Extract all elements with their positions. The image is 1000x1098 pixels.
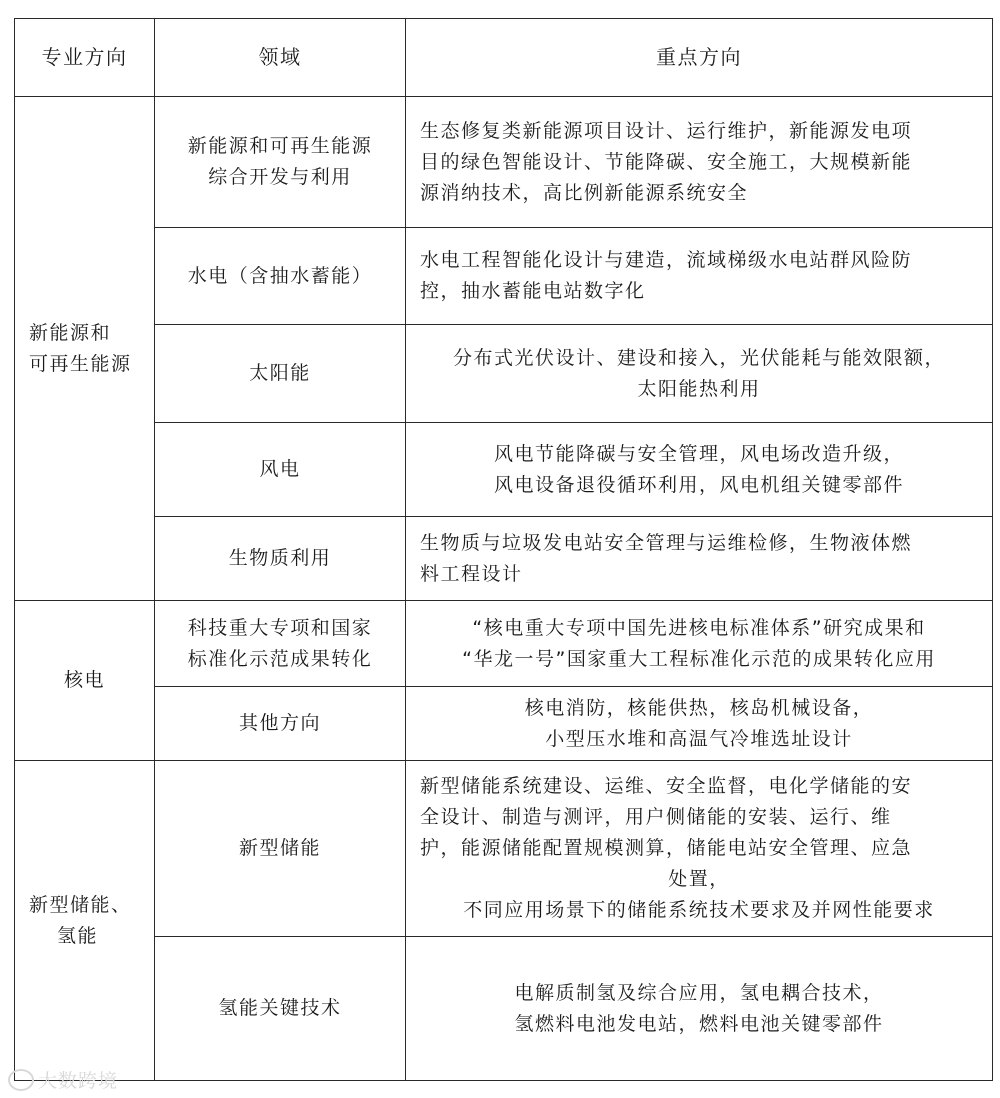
focus-line: 太阳能热利用 (637, 377, 761, 400)
focus-line: “华龙一号”国家重大工程标准化示范的成果转化应用 (462, 647, 936, 670)
focus-line: 分布式光伏设计、建设和接入，光伏能耗与能效限额， (452, 346, 945, 369)
focus-line: 电解质制氢及综合应用，氢电耦合技术， (514, 981, 884, 1004)
field-line: 水电（含抽水蓄能） (187, 264, 373, 287)
field-line: 新能源和可再生能源 (187, 135, 373, 157)
focus-line: 全设计、制造与测评，用户侧储能的安装、运行、维 (420, 806, 892, 828)
header-field: 领域 (155, 19, 406, 97)
field-line: 风电 (259, 458, 301, 480)
header-direction: 专业方向 (15, 19, 155, 97)
direction-cell-renewable (15, 97, 155, 601)
watermark (8, 1066, 118, 1093)
table-row (15, 517, 993, 601)
focus-line: 目的绿色智能设计、节能降碳、安全施工，大规模新能 (420, 150, 913, 173)
focus-cell (406, 423, 993, 517)
field-line: 综合开发与利用 (208, 166, 352, 188)
focus-line: 小型压水堆和高温气冷堆选址设计 (545, 727, 853, 750)
field-cell (155, 325, 406, 423)
focus-line: “核电重大专项中国先进核电标准体系”研究成果和 (472, 616, 926, 639)
focus-line: 核电消防，核能供热，核岛机械设备， (524, 696, 874, 719)
focus-line: 不同应用场景下的储能系统技术要求及并网性能要求 (463, 899, 935, 921)
watermark-text: 大数跨境 (38, 1070, 119, 1092)
direction-line: 新型储能、 (29, 893, 132, 916)
focus-cell (406, 228, 993, 325)
focus-cell (406, 937, 993, 1081)
focus-line: 料工程设计 (420, 562, 523, 585)
field-line: 太阳能 (249, 362, 311, 384)
focus-line: 水电工程智能化设计与建造，流域梯级水电站群风险防 (420, 249, 913, 271)
field-cell (155, 601, 406, 687)
table-row (15, 761, 993, 937)
field-line: 新型储能 (238, 837, 321, 859)
header-row (15, 19, 993, 97)
direction-line: 氢能 (57, 924, 99, 947)
focus-cell (406, 687, 993, 761)
field-cell (155, 97, 406, 228)
field-line: 标准化示范成果转化 (187, 647, 373, 670)
focus-line: 生物质与垃圾发电站安全管理与运维检修，生物液体燃 (420, 531, 913, 554)
watermark-logo-icon (8, 1069, 34, 1091)
direction-line: 核电 (63, 669, 105, 691)
focus-line: 新型储能系统建设、运维、安全监督，电化学储能的安 (420, 775, 913, 797)
table-row (15, 325, 993, 423)
field-cell (155, 687, 406, 761)
focus-cell (406, 761, 993, 937)
table-row (15, 97, 993, 228)
energy-standards-table (14, 18, 993, 1081)
direction-cell-nuclear (15, 601, 155, 761)
focus-cell (406, 97, 993, 228)
table-row (15, 687, 993, 761)
direction-cell-storage-hydrogen (15, 761, 155, 1081)
field-line: 生物质利用 (228, 547, 332, 569)
focus-line: 生态修复类新能源项目设计、运行维护，新能源发电项 (420, 119, 913, 142)
field-line: 其他方向 (238, 712, 321, 734)
focus-cell (406, 325, 993, 423)
table-row (15, 228, 993, 325)
focus-line: 氢燃料电池发电站，燃料电池关键零部件 (514, 1012, 884, 1035)
focus-line: 护，能源储能配置规模测算，储能电站安全管理、应急 (420, 837, 913, 859)
focus-line: 风电设备退役循环利用，风电机组关键零部件 (493, 473, 904, 496)
focus-line: 源消纳技术，高比例新能源系统安全 (420, 181, 749, 204)
field-cell (155, 937, 406, 1081)
focus-cell (406, 517, 993, 601)
focus-line: 处置， (668, 868, 730, 890)
field-cell (155, 517, 406, 601)
direction-line: 可再生能源 (29, 352, 132, 375)
table-row (15, 601, 993, 687)
field-line: 科技重大专项和国家 (187, 616, 373, 639)
direction-line: 新能源和 (29, 321, 112, 344)
table-row (15, 423, 993, 517)
header-focus: 重点方向 (406, 19, 993, 97)
table-row (15, 937, 993, 1081)
focus-cell (406, 601, 993, 687)
field-cell (155, 761, 406, 937)
field-cell (155, 423, 406, 517)
field-line: 氢能关键技术 (218, 997, 342, 1019)
focus-line: 风电节能降碳与安全管理，风电场改造升级， (493, 442, 904, 465)
field-cell (155, 228, 406, 325)
focus-line: 控，抽水蓄能电站数字化 (420, 280, 646, 302)
